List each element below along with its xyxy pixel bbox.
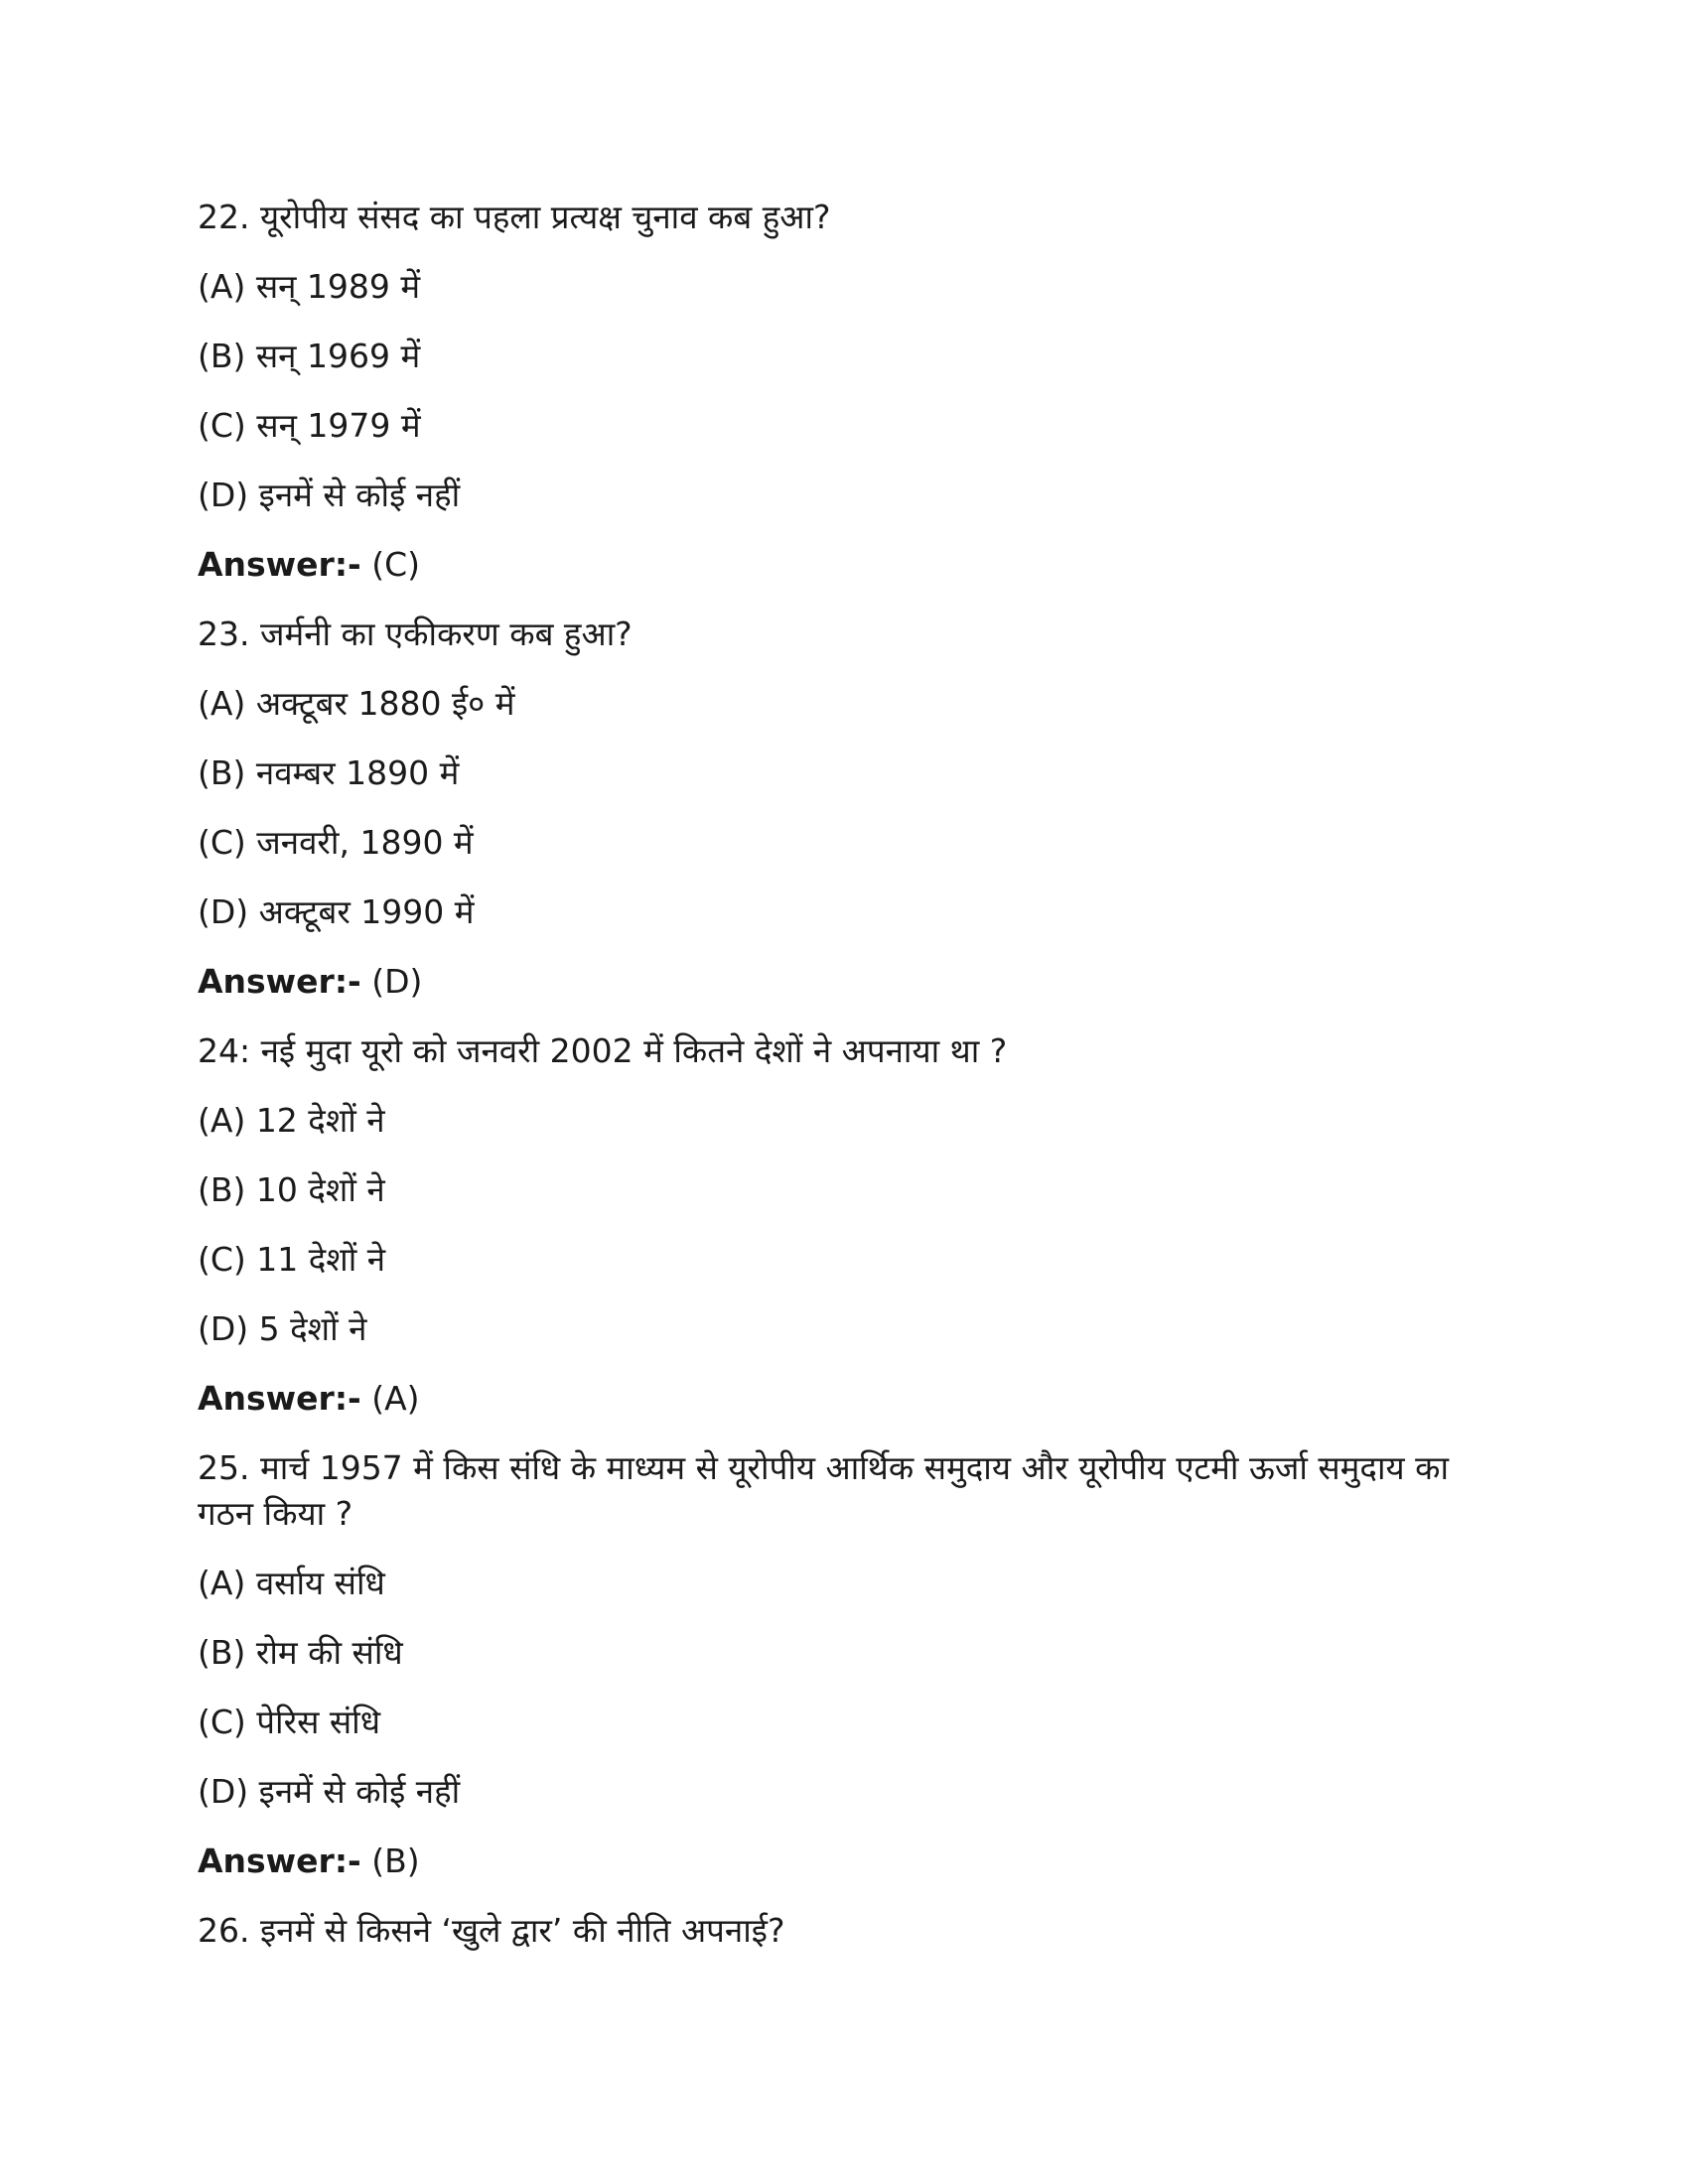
answer-label: Answer:-: [198, 1842, 361, 1880]
option-b: (B) नवम्बर 1890 में: [198, 753, 460, 792]
question-23: 23. जर्मनी का एकीकरण कब हुआ?: [198, 614, 633, 653]
option-c: (C) पेरिस संधि: [198, 1703, 381, 1741]
option-b: (B) सन् 1969 में: [198, 337, 421, 375]
question-24: 24: नई मुदा यूरो को जनवरी 2002 में कितने देशों ने अपनाया था ?: [198, 1031, 1008, 1070]
answer-value: (B): [360, 1842, 420, 1880]
answer-line: [198, 542, 1508, 588]
answer-line: [198, 1376, 1508, 1422]
option-a: (A) सन् 1989 में: [198, 267, 421, 306]
option-d: (D) 5 देशों ने: [198, 1309, 367, 1348]
option-b: (B) रोम की संधि: [198, 1633, 403, 1672]
option-c: (C) 11 देशों ने: [198, 1240, 386, 1279]
question-22: 22. यूरोपीय संसद का पहला प्रत्यक्ष चुनाव कब हुआ?: [198, 198, 831, 236]
option-d: (D) अक्टूबर 1990 में: [198, 892, 475, 931]
question-26: 26. इनमें से किसने ‘खुले द्वार’ की नीति अपनाई?: [198, 1911, 785, 1950]
option-a: (A) 12 देशों ने: [198, 1101, 385, 1140]
option-b: (B) 10 देशों ने: [198, 1170, 385, 1209]
answer-label: Answer:-: [198, 1379, 361, 1418]
document-page: [198, 195, 1508, 1978]
option-d: (D) इनमें से कोई नहीं: [198, 1772, 461, 1811]
answer-value: (D): [360, 962, 423, 1001]
question-25: 25. मार्च 1957 में किस संधि के माध्यम से यूरोपीय आर्थिक समुदाय और यूरोपीय एटमी ऊर्जा समुदाय का गठन किया ?: [198, 1448, 1450, 1533]
answer-value: (A): [360, 1379, 420, 1418]
answer-label: Answer:-: [198, 545, 361, 584]
answer-value: (C): [360, 545, 420, 584]
option-a: (A) वर्साय संधि: [198, 1564, 385, 1602]
option-c: (C) जनवरी, 1890 में: [198, 823, 474, 862]
option-d: (D) इनमें से कोई नहीं: [198, 476, 461, 514]
answer-line: [198, 1839, 1508, 1884]
answer-line: [198, 959, 1508, 1005]
answer-label: Answer:-: [198, 962, 361, 1001]
option-c: (C) सन् 1979 में: [198, 406, 421, 445]
option-a: (A) अक्टूबर 1880 ई० में: [198, 684, 515, 723]
